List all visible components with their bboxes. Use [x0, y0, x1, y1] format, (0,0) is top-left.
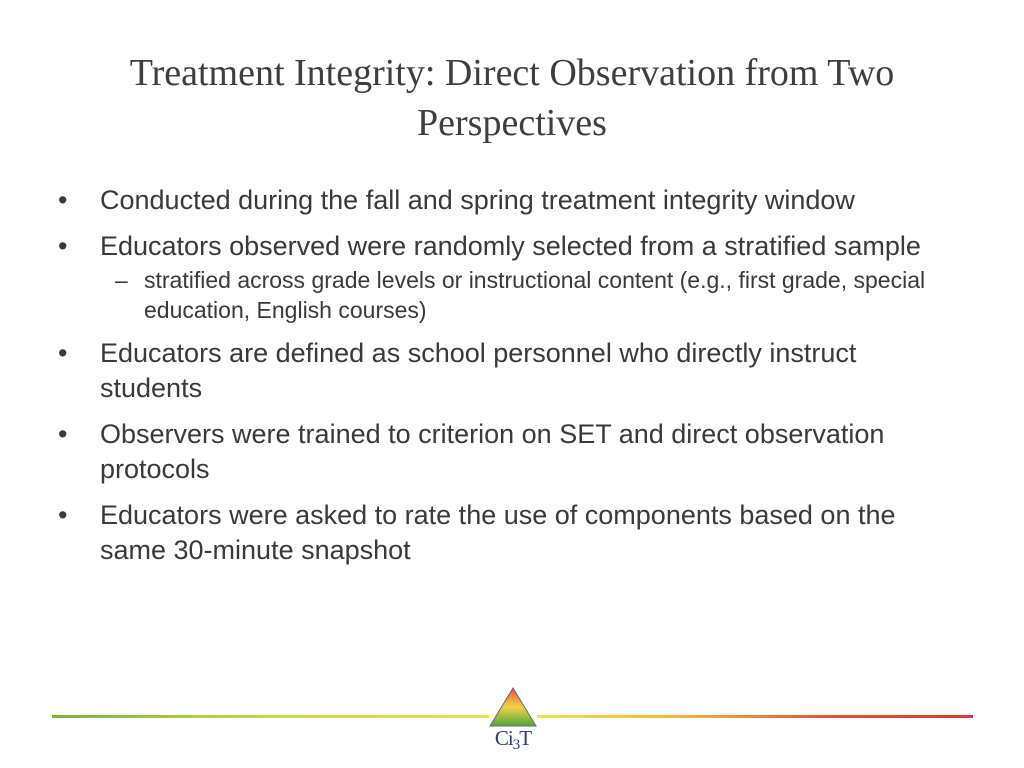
bullet-icon: •: [58, 185, 68, 215]
logo-prefix: Ci: [494, 726, 513, 750]
slide-title: Treatment Integrity: Direct Observation from Two Perspectives: [129, 52, 895, 144]
ci3t-logo: [487, 686, 539, 762]
bullet-icon: •: [58, 231, 68, 261]
bullet-text: Conducted during the fall and spring treatment integrity window: [100, 185, 855, 215]
footer-divider-left: [52, 715, 489, 718]
bullet-icon: •: [58, 419, 68, 449]
bullet-text: Educators were asked to rate the use of components based on the same 30-minute snapshot: [100, 500, 896, 565]
sub-bullet-text: stratified across grade levels or instructional content (e.g., first grade, special education, English courses): [144, 267, 926, 323]
sub-bullet-item: [100, 265, 958, 325]
bullet-text: Educators are defined as school personnel who directly instruct students: [100, 338, 857, 403]
sub-bullet-list: [100, 265, 958, 325]
bullet-list: [58, 183, 958, 579]
bullet-text: Observers were trained to criterion on SET and direct observation protocols: [100, 419, 885, 484]
bullet-item: [58, 336, 958, 406]
bullet-text: Educators observed were randomly selected from a stratified sample: [100, 231, 921, 261]
bullet-item: [58, 417, 958, 487]
logo-suffix: T: [519, 726, 532, 750]
footer-divider-right: [537, 715, 973, 718]
bullet-icon: •: [58, 500, 68, 530]
bullet-item: [58, 183, 958, 218]
bullet-icon: •: [58, 338, 68, 368]
bullet-item: [58, 498, 958, 568]
dash-icon: –: [115, 267, 128, 293]
logo-number: 3: [512, 737, 520, 753]
logo-wordmark: [487, 726, 539, 751]
bullet-item: [58, 229, 958, 325]
triangle-logo-icon: [487, 686, 539, 730]
